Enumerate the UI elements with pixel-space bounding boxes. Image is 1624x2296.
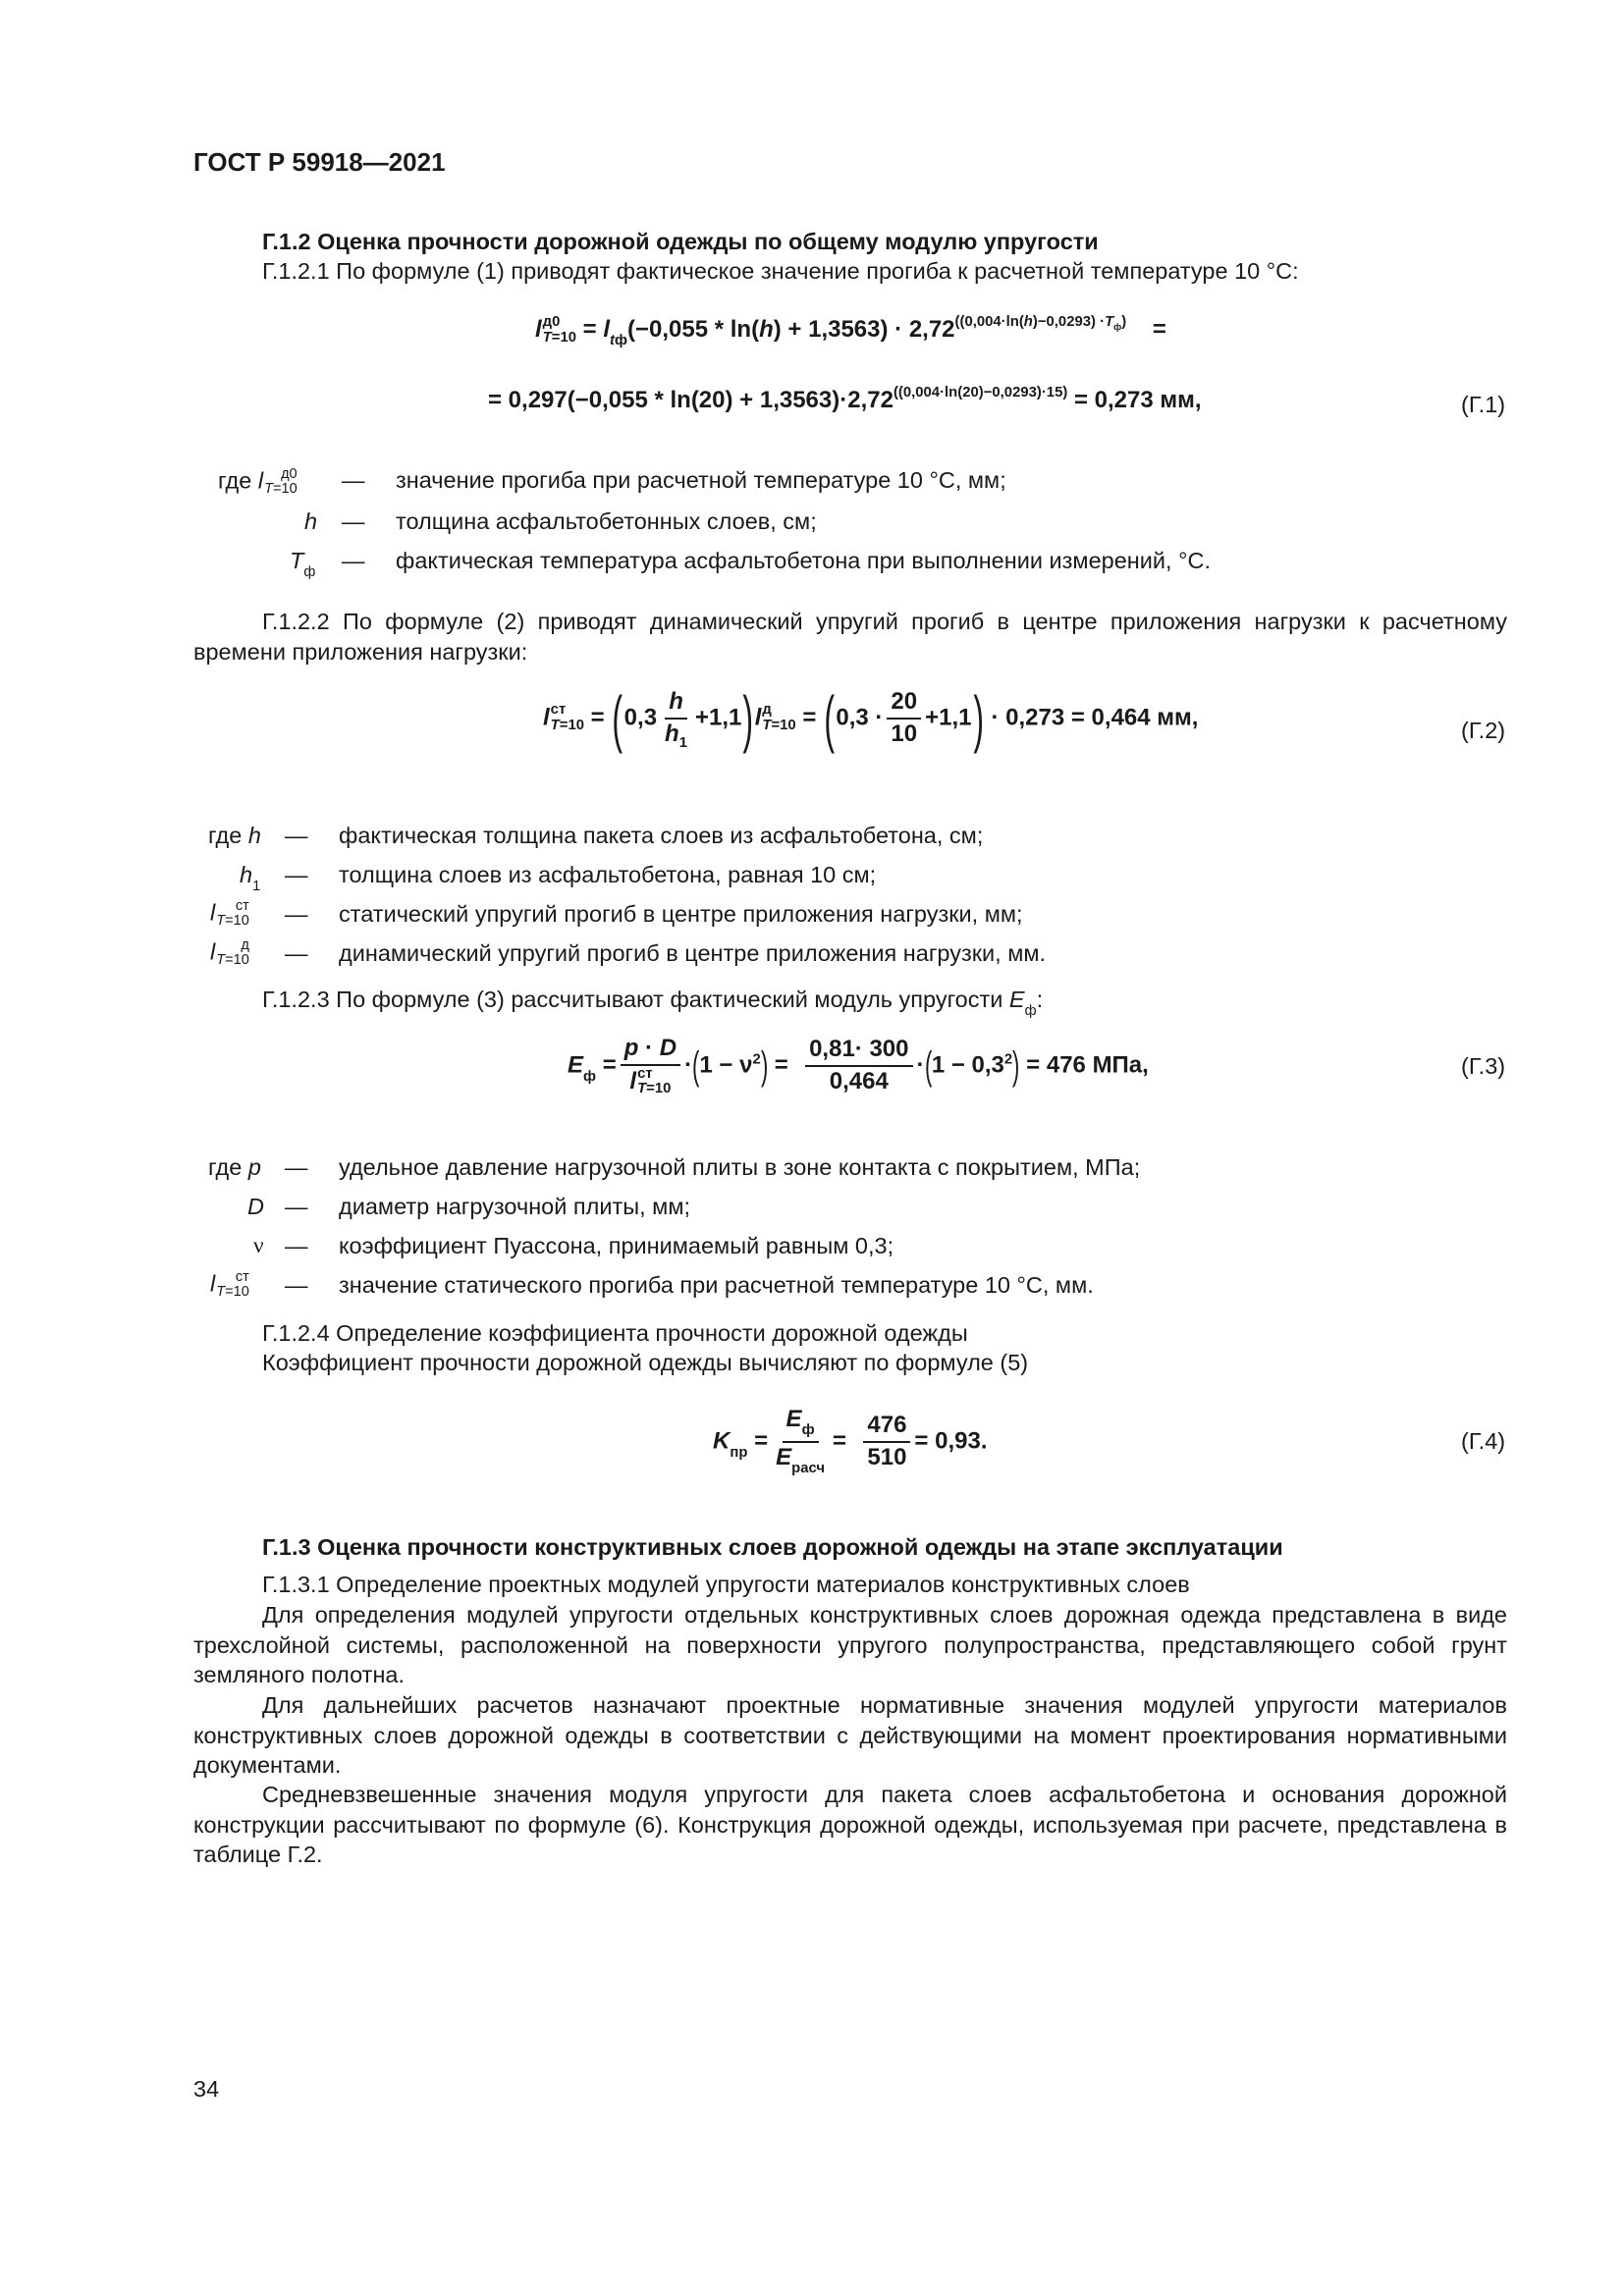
definition-symbol: h1: [240, 862, 261, 894]
paragraph-g124-text: Коэффициент прочности дорожной одежды вычисляют по формуле (5): [262, 1350, 1029, 1375]
definition-dash: —: [285, 1233, 308, 1258]
definition-symbol: ν: [253, 1233, 264, 1258]
definition-symbol: l ст T=10: [210, 1269, 249, 1301]
definition-dash: —: [342, 508, 365, 534]
page-number: 34: [193, 2076, 220, 2102]
definition-symbol: где p: [208, 1154, 261, 1180]
equation-number-g2: (Г.2): [1461, 718, 1506, 743]
paragraph-g121: Г.1.2.1 По формуле (1) приводят фактическое значение прогиба к расчетной температуре 10 °С:: [262, 258, 1299, 284]
definition-dash: —: [285, 1272, 308, 1298]
equation-g2: l ст T=10 = (0,3 $\frac{h}{h_1}$ +1,1)l д T=10 = (0,3 · $\frac{20}{10}$ +1,1) · 0,273 = 0,464 мм,: [543, 683, 1199, 754]
equation-number-g3: (Г.3): [1461, 1053, 1506, 1079]
equation-g3: Eф = p · D l ст T=10 $\cdot(1 - \nu^2)$ = $\frac{0,81\cdot 300}{0,464}$ $\cdot(1 - 0,3^2) = 476$ МПа,: [568, 1035, 1149, 1097]
definition-text: статический упругий прогиб в центре приложения нагрузки, мм;: [339, 901, 1023, 927]
definition-symbol: D: [247, 1194, 264, 1219]
paragraph-g123: Г.1.2.3 По формуле (3) рассчитывают фактический модуль упругости Eф:: [262, 987, 1044, 1019]
definition-dash: —: [285, 1194, 308, 1219]
paragraph-g124-title: Г.1.2.4 Определение коэффициента прочности дорожной одежды: [262, 1320, 968, 1346]
definition-dash: —: [342, 548, 365, 573]
definition-dash: —: [285, 862, 308, 887]
section-heading-g12: Г.1.2 Оценка прочности дорожной одежды по общему модулю упругости: [262, 229, 1099, 254]
paragraph-g131: Г.1.3.1 Определение проектных модулей упругости материалов конструктивных слоев: [262, 1572, 1190, 1597]
paragraph-g13-p2: Для определения модулей упругости отдельных конструктивных слоев дорожная одежда представлена в виде трехслойной системы, расположенной на поверхности упругого полупространства, представляющего собой грунт земляного полотна.: [193, 1602, 1507, 1687]
definition-text: значение статического прогиба при расчетной температуре 10 °С, мм.: [339, 1272, 1094, 1298]
equation-g1-line1: l д0 T=10 = $ltф(-0,055 * \ln(h) + 1,3563) \cdot 2,72((0,004\cdot\ln(h)-0,0293) \cdot T_ф)$ =: [535, 314, 1166, 349]
equation-g1-line2: = 0,297(−0,055 * ln(20) + 1,3563)·2,72((0,004·ln(20)−0,0293)·15) = 0,273 мм,: [488, 385, 1202, 414]
paragraph-g13-p4: Средневзвешенные значения модуля упругости для пакета слоев асфальтобетона и основания дорожной конструкции рассчитывают по формуле (6). Конструкция дорожной одежды, используемая при расчете, представлена в таблице Г.2.: [193, 1782, 1507, 1867]
definition-text: фактическая толщина пакета слоев из асфальтобетона, см;: [339, 823, 984, 848]
section-heading-g13: Г.1.3 Оценка прочности конструктивных слоев дорожной одежды на этапе эксплуатации: [262, 1534, 1283, 1560]
definition-text: удельное давление нагрузочной плиты в зоне контакта с покрытием, МПа;: [339, 1154, 1141, 1180]
definition-text: динамический упругий прогиб в центре приложения нагрузки, мм.: [339, 940, 1047, 966]
equation-number-g4: (Г.4): [1461, 1428, 1506, 1454]
definition-text: толщина слоев из асфальтобетона, равная 10 см;: [339, 862, 877, 887]
definition-dash: —: [285, 823, 308, 848]
definition-dash: —: [285, 901, 308, 927]
equation-number-g1: (Г.1): [1461, 392, 1506, 417]
paragraph-g13-p3: Для дальнейших расчетов назначают проектные нормативные значения модулей упругости материалов конструктивных слоев дорожной одежды в соответствии с действующими на момент проектирования нормативными документами.: [193, 1692, 1507, 1778]
definition-symbol: Tф: [290, 548, 316, 580]
definition-text: коэффициент Пуассона, принимаемый равным 0,3;: [339, 1233, 894, 1258]
definition-symbol: h: [304, 508, 318, 534]
definition-symbol: l д T=10: [210, 937, 249, 969]
equation-g4: Kпр = $\frac{Eф}{\text{Eрасч}}$ = $\frac{476}{510}$ = 0,93.: [713, 1406, 988, 1477]
definition-text: значение прогиба при расчетной температуре 10 °С, мм;: [396, 467, 1006, 493]
definition-symbol: l ст T=10: [210, 898, 249, 930]
definition-dash: —: [285, 1154, 308, 1180]
definition-text: толщина асфальтобетонных слоев, см;: [396, 508, 817, 534]
paragraph-g122: Г.1.2.2 По формуле (2) приводят динамический упругий прогиб в центре приложения нагрузки к расчетному времени приложения нагрузки:: [193, 609, 1507, 665]
definition-symbol: где l д0 T=10: [218, 466, 298, 498]
definition-dash: —: [285, 940, 308, 966]
document-header: ГОСТ Р 59918—2021: [193, 147, 446, 177]
definition-text: фактическая температура асфальтобетона при выполнении измерений, °С.: [396, 548, 1211, 573]
definition-text: диаметр нагрузочной плиты, мм;: [339, 1194, 691, 1219]
definition-dash: —: [342, 467, 365, 493]
definition-symbol: где h: [208, 823, 261, 848]
